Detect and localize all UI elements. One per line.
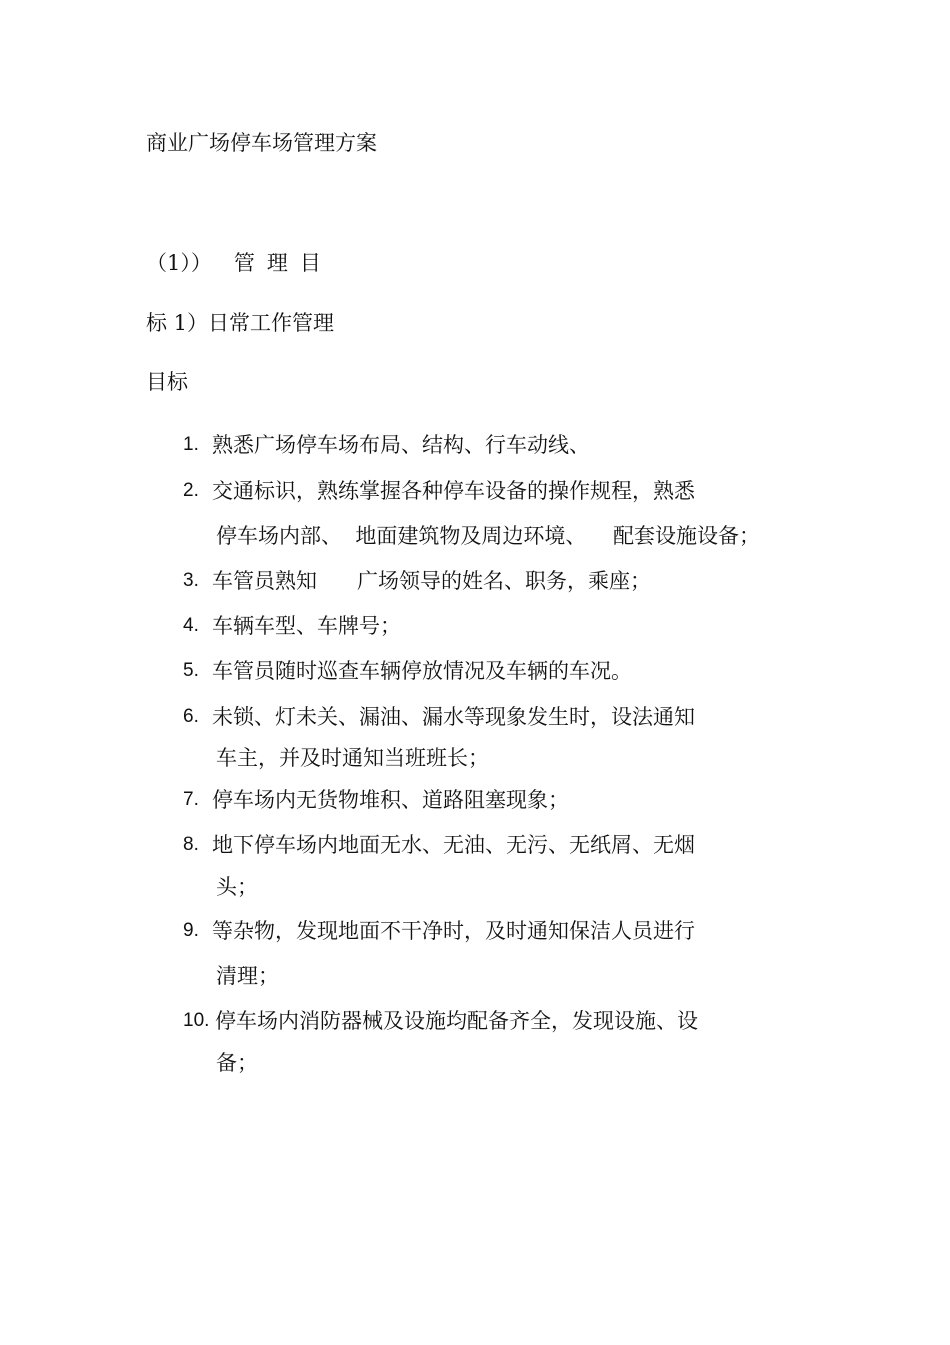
list-item-number: 7. [183, 789, 199, 810]
section-label: 目标 [146, 370, 188, 394]
list-item-text: 车管员熟知 广场领导的姓名、职务，乘座； [212, 569, 652, 593]
list-item-text: 未锁、灯未关、漏油、漏水等现象发生时，设法通知 [212, 705, 695, 729]
list-item-number: 3. [183, 570, 199, 591]
list-item-text: 熟悉广场停车场布局、结构、行车动线、 [212, 433, 590, 457]
list-item-text: 等杂物，发现地面不干净时，及时通知保洁人员进行 [212, 919, 695, 943]
list-item-continuation: 车主，并及时通知当班班长； [216, 746, 489, 770]
heading-rest: 管理目 [233, 251, 333, 275]
list-item-number: 2. [183, 480, 199, 501]
list-item-number: 1. [183, 434, 199, 455]
list-item-number: 10. [183, 1010, 210, 1031]
list-item-continuation: 停车场内部、 地面建筑物及周边环境、 配套设施设备； [216, 524, 761, 548]
list-item-text: 停车场内无货物堆积、道路阻塞现象； [212, 788, 569, 812]
section-heading [146, 250, 333, 276]
list-item-text: 地下停车场内地面无水、无油、无污、无纸屑、无烟 [212, 833, 695, 857]
list-item-continuation: 清理； [216, 964, 279, 988]
list-item-number: 6. [183, 706, 199, 727]
list-item-continuation: 备； [216, 1051, 258, 1075]
list-item-continuation: 头； [216, 875, 258, 899]
subheading: 标 1）日常工作管理 [146, 311, 335, 335]
list-item-text: 车辆车型、车牌号； [212, 614, 401, 638]
document-title: 商业广场停车场管理方案 [146, 131, 377, 155]
list-item-text: 车管员随时巡查车辆停放情况及车辆的车况。 [212, 659, 632, 683]
list-item-number: 5. [183, 660, 199, 681]
list-item-number: 4. [183, 615, 199, 636]
list-item-text: 停车场内消防器械及设施均配备齐全，发现设施、设 [215, 1009, 698, 1033]
list-item-text: 交通标识，熟练掌握各种停车设备的操作规程，熟悉 [212, 479, 695, 503]
list-item-number: 8. [183, 834, 199, 855]
list-item-number: 9. [183, 920, 199, 941]
heading-prefix: （1）） [146, 251, 212, 275]
